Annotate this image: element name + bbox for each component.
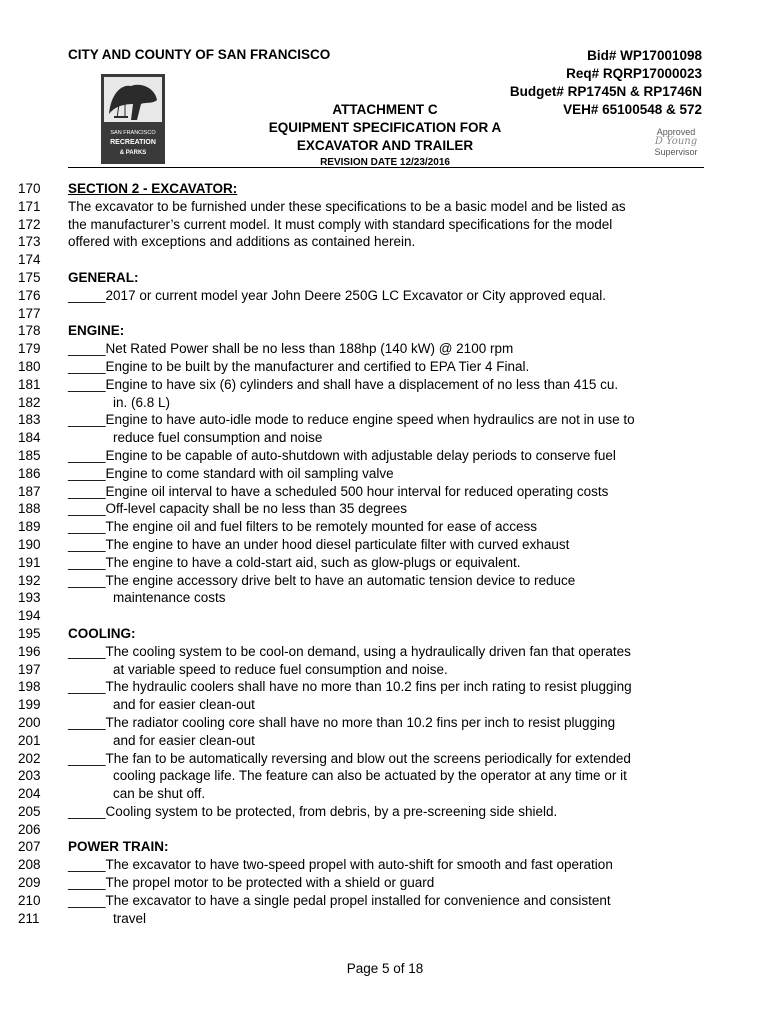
document-title-block	[180, 101, 590, 171]
spec-line: _____Engine to be capable of auto-shutdown with adjustable delay periods to conserve fuel	[68, 447, 616, 463]
req-number: Req# RQRP17000023	[566, 66, 702, 81]
line-number: 203	[18, 768, 41, 784]
line-number: 180	[18, 358, 41, 374]
svg-text:RECREATION: RECREATION	[110, 139, 156, 146]
specification-body	[68, 180, 708, 927]
line-number: 177	[18, 305, 41, 321]
line-number: 173	[18, 234, 41, 250]
header-divider	[68, 167, 704, 168]
spec-line: and for easier clean-out	[113, 732, 255, 748]
section-heading: COOLING:	[68, 625, 136, 641]
spec-line: _____Engine to be built by the manufacturer and certified to EPA Tier 4 Final.	[68, 358, 530, 374]
spec-line: _____The propel motor to be protected with a shield or guard	[68, 875, 435, 891]
spec-title-line-1: EQUIPMENT SPECIFICATION FOR A	[268, 120, 502, 135]
budget-number: Budget# RP1745N & RP1746N	[509, 84, 702, 99]
spec-line	[68, 821, 708, 839]
line-number: 172	[18, 216, 41, 232]
spec-line: in. (6.8 L)	[113, 394, 171, 410]
approval-stamp: Approved D Young Supervisor	[645, 127, 707, 161]
spec-line: _____Engine to have auto-idle mode to reduce engine speed when hydraulics are not in use to	[68, 412, 635, 428]
spec-line: travel	[113, 910, 147, 926]
line-number: 193	[18, 590, 41, 606]
spec-line: _____Engine to come standard with oil sampling valve	[68, 465, 394, 481]
line-number: 200	[18, 714, 41, 730]
section-heading: ENGINE:	[68, 323, 125, 339]
spec-line: can be shut off.	[113, 786, 206, 802]
line-number: 183	[18, 412, 41, 428]
spec-line: _____2017 or current model year John Deere 250G LC Excavator or City approved equal.	[68, 287, 607, 303]
line-number: 181	[18, 376, 41, 392]
spec-line: _____Cooling system to be protected, from debris, by a pre-screening side shield.	[68, 803, 558, 819]
line-number: 174	[18, 252, 41, 268]
line-numbers-column	[18, 180, 54, 927]
line-number: 189	[18, 519, 41, 535]
spec-line: _____The fan to be automatically reversing and blow out the screens periodically for extended	[68, 750, 631, 766]
line-number: 188	[18, 501, 41, 517]
line-number: 194	[18, 608, 41, 624]
spec-line: reduce fuel consumption and noise	[113, 430, 323, 446]
section-heading: POWER TRAIN:	[68, 839, 169, 855]
line-number: 175	[18, 269, 41, 285]
line-number: 185	[18, 447, 41, 463]
spec-line: _____The hydraulic coolers shall have no more than 10.2 fins per inch rating to resist plugging	[68, 679, 632, 695]
line-number: 202	[18, 750, 41, 766]
line-number: 179	[18, 341, 41, 357]
spec-line: maintenance costs	[113, 590, 226, 606]
spec-line: at variable speed to reduce fuel consumption and noise.	[113, 661, 448, 677]
line-number: 201	[18, 732, 41, 748]
bid-number: Bid# WP17001098	[587, 48, 702, 63]
spec-line: _____Net Rated Power shall be no less than 188hp (140 kW) @ 2100 rpm	[68, 341, 514, 357]
line-number: 187	[18, 483, 41, 499]
line-number: 186	[18, 465, 41, 481]
revision-date: REVISION DATE 12/23/2016	[320, 157, 450, 168]
line-number: 171	[18, 198, 41, 214]
spec-line	[68, 251, 708, 269]
line-number: 197	[18, 661, 41, 677]
spec-line: _____The radiator cooling core shall have no more than 10.2 fins per inch to resist plugging	[68, 714, 616, 730]
supervisor-signature: D Young	[654, 136, 698, 147]
line-number: 190	[18, 536, 41, 552]
svg-text:& PARKS: & PARKS	[119, 150, 147, 156]
spec-line: offered with exceptions and additions as contained herein.	[68, 234, 416, 250]
spec-line: _____The engine to have an under hood diesel particulate filter with curved exhaust	[68, 536, 570, 552]
line-number: 198	[18, 679, 41, 695]
spec-line: _____The excavator to have a single pedal propel installed for convenience and consistent	[68, 892, 611, 908]
spec-line	[68, 607, 708, 625]
spec-line: _____The cooling system to be cool-on demand, using a hydraulically driven fan that operates	[68, 643, 631, 659]
recreation-parks-logo	[101, 74, 165, 164]
spec-line: _____The engine accessory drive belt to have an automatic tension device to reduce	[68, 572, 576, 588]
line-number: 195	[18, 625, 41, 641]
org-name: CITY AND COUNTY OF SAN FRANCISCO	[68, 47, 331, 62]
line-number: 211	[18, 910, 40, 926]
spec-line	[68, 305, 708, 323]
section-heading: SECTION 2 - EXCAVATOR:	[68, 181, 238, 196]
line-number: 178	[18, 323, 41, 339]
page-number: Page 5 of 18	[346, 961, 424, 976]
spec-line: _____Off-level capacity shall be no less than 35 degrees	[68, 501, 407, 517]
line-number: 205	[18, 803, 41, 819]
line-number: 191	[18, 554, 41, 570]
line-number: 207	[18, 839, 41, 855]
line-number: 199	[18, 697, 41, 713]
svg-text:SAN FRANCISCO: SAN FRANCISCO	[110, 130, 156, 136]
line-number: 182	[18, 394, 41, 410]
spec-line: and for easier clean-out	[113, 697, 255, 713]
spec-line: The excavator to be furnished under these specifications to be a basic model and be listed as	[68, 198, 626, 214]
spec-line: cooling package life. The feature can also be actuated by the operator at any time or it	[113, 768, 627, 784]
line-number: 176	[18, 287, 41, 303]
spec-line: _____Engine to have six (6) cylinders and shall have a displacement of no less than 415 cu.	[68, 376, 619, 392]
spec-line: _____The engine oil and fuel filters to be remotely mounted for ease of access	[68, 519, 538, 535]
spec-title-line-2: EXCAVATOR AND TRAILER	[296, 138, 474, 153]
line-number: 196	[18, 643, 41, 659]
spec-line: _____The excavator to have two-speed propel with auto-shift for smooth and fast operation	[68, 857, 613, 873]
line-number: 170	[18, 181, 41, 196]
attachment-label: ATTACHMENT C	[332, 102, 438, 117]
spec-line: _____Engine oil interval to have a scheduled 500 hour interval for reduced operating costs	[68, 483, 609, 499]
section-heading: GENERAL:	[68, 269, 139, 285]
line-number: 184	[18, 430, 41, 446]
veh-number: VEH# 65100548 & 572	[563, 102, 702, 117]
line-number: 192	[18, 572, 41, 588]
line-number: 208	[18, 857, 41, 873]
line-number: 206	[18, 821, 41, 837]
line-number: 209	[18, 875, 41, 891]
spec-line: the manufacturer’s current model. It must comply with standard specifications for the model	[68, 216, 613, 232]
line-number: 204	[18, 786, 41, 802]
spec-line: _____The engine to have a cold-start aid, such as glow-plugs or equivalent.	[68, 554, 521, 570]
line-number: 210	[18, 892, 41, 908]
